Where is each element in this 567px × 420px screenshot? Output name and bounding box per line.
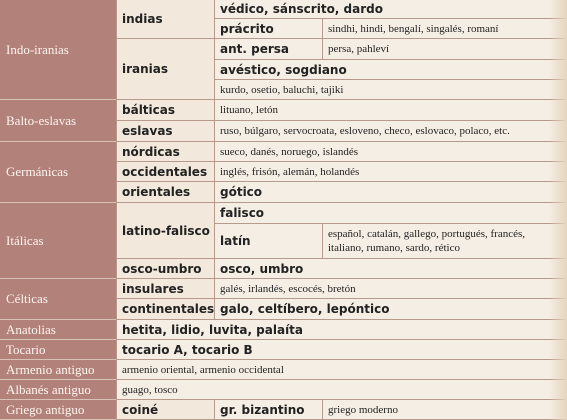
lang-griego-moderno: griego moderno — [322, 400, 567, 420]
subgroup-osco-umbro: osco-umbro — [116, 259, 214, 279]
lang-slavic: ruso, búlgaro, servocroata, esloveno, checo, eslovaco, polaco, etc. — [214, 121, 567, 142]
subgroup-latino-falisco: latino-falisco — [116, 203, 214, 259]
lang-griego-bizantino: gr. bizantino — [214, 400, 322, 420]
family-germanicas: Germánicas — [0, 142, 116, 203]
lang-west-germanic: inglés, frisón, alemán, holandés — [214, 162, 567, 182]
romance-line-2: italiano, rumano, sardo, rético — [328, 242, 460, 254]
subgroup-indias: indias — [116, 0, 214, 39]
lang-gotico: gótico — [214, 182, 567, 203]
lang-tocario: tocario A, tocario B — [116, 340, 567, 360]
lang-nordic: sueco, danés, noruego, islandés — [214, 142, 567, 162]
family-albanes-antiguo: Albanés antiguo — [0, 380, 116, 400]
lang-falisco: falisco — [214, 203, 567, 224]
lang-baltic: lituano, letón — [214, 100, 567, 121]
subgroup-nordicas: nórdicas — [116, 142, 214, 162]
family-armenio-antiguo: Armenio antiguo — [0, 360, 116, 380]
subgroup-occidentales: occidentales — [116, 162, 214, 182]
family-celticas: Célticas — [0, 279, 116, 320]
lang-insular: galés, irlandés, escocés, bretón — [214, 279, 567, 299]
romance-line-1: español, catalán, gallego, portugués, francés, — [328, 228, 526, 240]
subgroup-insulares: insulares — [116, 279, 214, 299]
subgroup-eslavas: eslavas — [116, 121, 214, 142]
family-indo-iranias: Indo-iranias — [0, 0, 116, 100]
subgroup-coine: coiné — [116, 400, 214, 420]
lang-avestico: avéstico, sogdiano — [214, 60, 567, 80]
lang-romance — [322, 224, 567, 259]
lang-albanes: guago, tosco — [116, 380, 567, 400]
family-balto-eslavas: Balto-eslavas — [0, 100, 116, 142]
family-anatolias: Anatolias — [0, 320, 116, 340]
lang-ant-persa: ant. persa — [214, 39, 322, 60]
lang-vedico: védico, sánscrito, dardo — [214, 0, 567, 19]
lang-anatolias: hetita, lidio, luvita, palaíta — [116, 320, 567, 340]
lang-romance-text — [328, 227, 525, 255]
family-tocario: Tocario — [0, 340, 116, 360]
subgroup-continentales: continentales — [116, 299, 214, 320]
subgroup-balticas: bálticas — [116, 100, 214, 121]
family-griego-antiguo: Griego antiguo — [0, 400, 116, 420]
lang-kurdo-group: kurdo, osetio, baluchi, tajiki — [214, 80, 567, 100]
subgroup-iranias: iranias — [116, 39, 214, 100]
page-edge-shade — [549, 0, 567, 420]
lang-pracrito: prácrito — [214, 19, 322, 39]
family-italicas: Itálicas — [0, 203, 116, 279]
subgroup-orientales: orientales — [116, 182, 214, 203]
lang-osco-umbro: osco, umbro — [214, 259, 567, 279]
lang-continental: galo, celtíbero, lepóntico — [214, 299, 567, 320]
lang-pracrito-descendants: sindhi, hindi, bengalí, singalés, romaní — [322, 19, 567, 39]
lang-persa-descendants: persa, pahleví — [322, 39, 567, 60]
lang-armenio: armenio oriental, armenio occidental — [116, 360, 567, 380]
lang-latin: latín — [214, 224, 322, 259]
